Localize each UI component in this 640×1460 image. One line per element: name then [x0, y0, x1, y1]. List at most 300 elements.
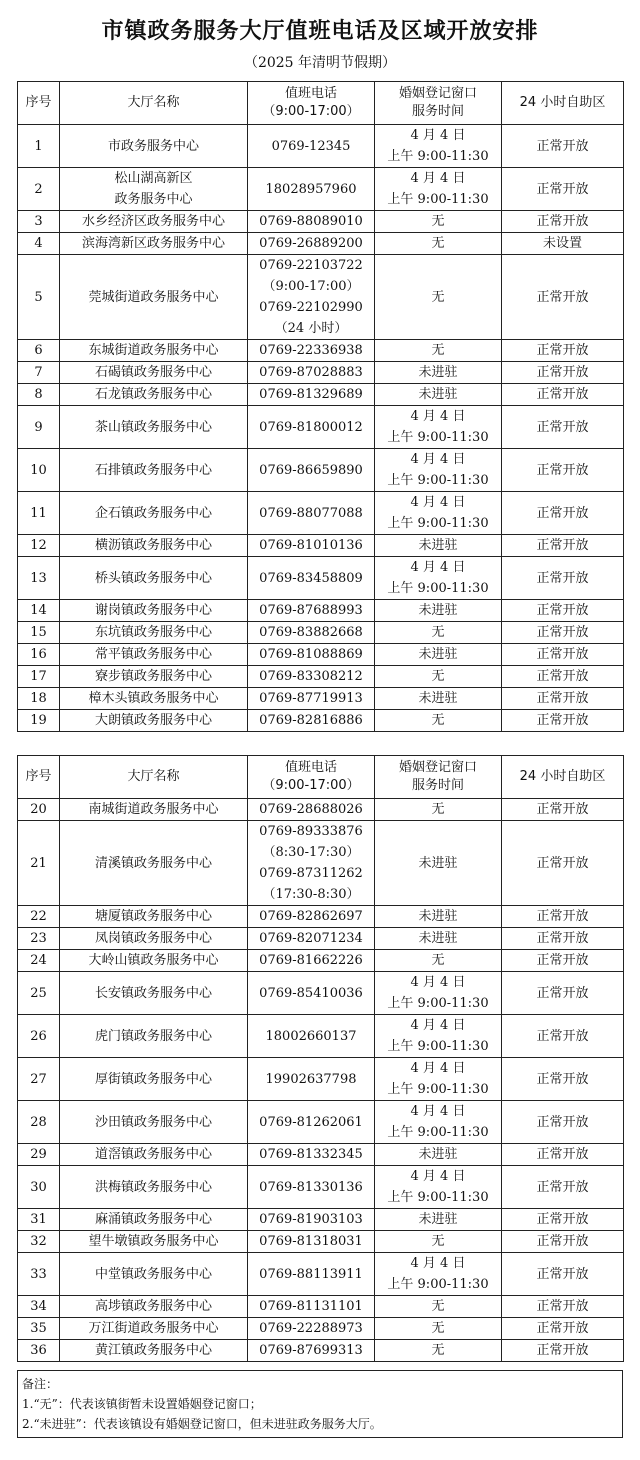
self-service-status: 正常开放 — [502, 557, 624, 600]
duty-table-part-1 — [17, 81, 624, 732]
marriage-service-time — [375, 799, 502, 821]
self-service-status: 正常开放 — [502, 1296, 624, 1318]
hall-name-line: 水乡经济区政务服务中心 — [81, 214, 225, 229]
page-title: 市镇政务服务大厅值班电话及区域开放安排 — [101, 19, 539, 44]
self-service-status: 正常开放 — [502, 340, 624, 362]
notes-box — [17, 1370, 623, 1438]
hall-name-line: 中堂镇政务服务中心 — [94, 1266, 212, 1282]
self-service-status: 正常开放 — [502, 406, 624, 449]
duty-phone-line: 0769-83458809 — [259, 570, 363, 586]
duty-phone-line: （17:30-8:30） — [262, 887, 360, 902]
marriage-service-time — [375, 928, 502, 950]
marriage-service-time — [375, 125, 502, 168]
duty-phone-line: （8:30-17:30） — [262, 845, 360, 860]
hall-name — [60, 1231, 248, 1253]
self-service-status: 正常开放 — [502, 1209, 624, 1231]
marriage-service-time — [375, 1015, 502, 1058]
hall-name-line: 樟木头镇政务服务中心 — [88, 691, 219, 706]
marriage-time-line: 未进驻 — [418, 1212, 458, 1227]
hall-name-line: 黄江镇政务服务中心 — [94, 1343, 212, 1358]
marriage-service-time — [375, 535, 502, 557]
self-service-status: 正常开放 — [502, 688, 624, 710]
row-number: 33 — [18, 1253, 60, 1296]
hall-name-line: 政务服务中心 — [114, 192, 193, 207]
marriage-service-time — [375, 950, 502, 972]
duty-phone-line: 0769-88113911 — [259, 1266, 363, 1282]
row-number: 16 — [18, 644, 60, 666]
row-number: 17 — [18, 666, 60, 688]
duty-phone-line: 0769-81903103 — [259, 1212, 363, 1227]
duty-phone — [248, 666, 375, 688]
hall-name — [60, 535, 248, 557]
table-row — [18, 211, 624, 233]
self-service-status: 未设置 — [502, 233, 624, 255]
hall-name — [60, 1209, 248, 1231]
hall-name — [60, 799, 248, 821]
hall-name — [60, 710, 248, 732]
self-service-status: 正常开放 — [502, 666, 624, 688]
hall-name — [60, 1340, 248, 1362]
duty-phone-line: 0769-88089010 — [259, 214, 363, 229]
duty-phone-line: 0769-81262061 — [259, 1114, 363, 1130]
table-row — [18, 492, 624, 535]
hall-name — [60, 600, 248, 622]
marriage-time-line: 未进驻 — [418, 691, 458, 706]
self-service-status: 正常开放 — [502, 362, 624, 384]
duty-phone — [248, 710, 375, 732]
marriage-time-line: 上午 9:00-11:30 — [387, 430, 489, 445]
duty-phone-line: 0769-81318031 — [259, 1234, 363, 1249]
hall-name — [60, 906, 248, 928]
hall-name-line: 石排镇政务服务中心 — [94, 462, 212, 478]
duty-phone — [248, 125, 375, 168]
hall-name-line: 松山湖高新区 — [114, 171, 193, 186]
duty-phone — [248, 644, 375, 666]
marriage-service-time — [375, 906, 502, 928]
hall-name-line: 常平镇政务服务中心 — [94, 647, 212, 662]
table-row — [18, 1058, 624, 1101]
hall-name-line: 高埗镇政务服务中心 — [94, 1299, 212, 1314]
row-number: 6 — [18, 340, 60, 362]
marriage-service-time — [375, 449, 502, 492]
marriage-time-line: 4 月 4 日 — [410, 560, 466, 575]
table-row — [18, 710, 624, 732]
marriage-time-line: 无 — [431, 343, 445, 358]
hall-name-line: 寮步镇政务服务中心 — [94, 669, 212, 684]
hall-name-line: 莞城街道政务服务中心 — [88, 289, 219, 305]
marriage-service-time — [375, 406, 502, 449]
duty-phone-line: 0769-83882668 — [259, 625, 363, 640]
hall-name-line: 洪梅镇政务服务中心 — [94, 1179, 212, 1195]
row-number: 27 — [18, 1058, 60, 1101]
self-service-status: 正常开放 — [502, 644, 624, 666]
row-number: 5 — [18, 255, 60, 340]
duty-phone — [248, 384, 375, 406]
duty-phone-line: 0769-82071234 — [259, 931, 363, 946]
self-service-status: 正常开放 — [502, 821, 624, 906]
hall-name-line: 万江街道政务服务中心 — [88, 1321, 219, 1336]
hall-name — [60, 255, 248, 340]
self-service-status: 正常开放 — [502, 928, 624, 950]
marriage-time-line: 上午 9:00-11:30 — [387, 581, 489, 596]
self-service-status: 正常开放 — [502, 492, 624, 535]
table-row — [18, 1231, 624, 1253]
page-subtitle: （2025 年清明节假期） — [243, 55, 397, 71]
hall-name-line: 清溪镇政务服务中心 — [94, 855, 212, 871]
duty-phone-line: （24 小时） — [274, 321, 348, 336]
hall-name — [60, 950, 248, 972]
table-row — [18, 1101, 624, 1144]
row-number: 36 — [18, 1340, 60, 1362]
duty-phone — [248, 1253, 375, 1296]
hall-name — [60, 928, 248, 950]
marriage-time-line: 上午 9:00-11:30 — [387, 1039, 489, 1054]
row-number: 32 — [18, 1231, 60, 1253]
hall-name-line: 东城街道政务服务中心 — [88, 343, 219, 358]
hall-name — [60, 821, 248, 906]
self-service-status: 正常开放 — [502, 950, 624, 972]
duty-phone-line: （9:00-17:00） — [262, 279, 360, 294]
marriage-time-line: 未进驻 — [418, 647, 458, 662]
duty-phone — [248, 1318, 375, 1340]
self-service-status: 正常开放 — [502, 1144, 624, 1166]
self-service-status: 正常开放 — [502, 384, 624, 406]
table-row — [18, 168, 624, 211]
table-row — [18, 950, 624, 972]
hall-name-line: 大岭山镇政务服务中心 — [88, 953, 219, 968]
marriage-service-time — [375, 710, 502, 732]
self-service-status: 正常开放 — [502, 211, 624, 233]
table-row — [18, 1296, 624, 1318]
duty-phone-line: 0769-28688026 — [259, 802, 363, 817]
duty-phone-line: 0769-81131101 — [259, 1299, 363, 1314]
hall-name — [60, 1144, 248, 1166]
duty-phone — [248, 449, 375, 492]
table-row — [18, 1166, 624, 1209]
marriage-time-line: 未进驻 — [418, 365, 458, 380]
header-phone — [248, 756, 375, 799]
duty-phone-line: 0769-81330136 — [259, 1179, 363, 1195]
note-item: 2.“未进驻”：代表该镇设有婚姻登记窗口，但未进驻政务服务大厅。 — [22, 1417, 382, 1431]
header-marriage-line2: 服务时间 — [411, 104, 464, 119]
duty-phone — [248, 1231, 375, 1253]
hall-name — [60, 1296, 248, 1318]
marriage-time-line: 无 — [431, 1343, 445, 1358]
table-row — [18, 1015, 624, 1058]
row-number: 18 — [18, 688, 60, 710]
table-row — [18, 972, 624, 1015]
duty-phone — [248, 906, 375, 928]
marriage-service-time — [375, 1058, 502, 1101]
duty-phone-line: 0769-22288973 — [259, 1321, 363, 1336]
row-number: 22 — [18, 906, 60, 928]
duty-phone-line: 0769-81329689 — [259, 387, 363, 402]
table-row — [18, 600, 624, 622]
duty-phone-line: 19902637798 — [265, 1071, 357, 1087]
table-row — [18, 255, 624, 340]
marriage-time-line: 无 — [431, 1234, 445, 1249]
duty-phone — [248, 928, 375, 950]
marriage-time-line: 未进驻 — [418, 538, 458, 553]
table-header-row — [18, 756, 624, 799]
duty-phone — [248, 168, 375, 211]
hall-name — [60, 1166, 248, 1209]
marriage-time-line: 上午 9:00-11:30 — [387, 473, 489, 488]
duty-phone-line: 0769-81088869 — [259, 647, 363, 662]
row-number: 8 — [18, 384, 60, 406]
marriage-service-time — [375, 557, 502, 600]
duty-phone-line: 0769-89333876 — [259, 824, 363, 839]
marriage-time-line: 无 — [431, 236, 445, 251]
hall-name-line: 茶山镇政务服务中心 — [94, 419, 212, 435]
header-phone — [248, 82, 375, 125]
table-row — [18, 557, 624, 600]
duty-phone-line: 0769-85410036 — [259, 985, 363, 1001]
hall-name — [60, 1015, 248, 1058]
duty-phone — [248, 1209, 375, 1231]
self-service-status: 正常开放 — [502, 1058, 624, 1101]
table-row — [18, 799, 624, 821]
header-marriage-line1: 婚姻登记窗口 — [398, 760, 477, 775]
duty-phone — [248, 557, 375, 600]
hall-name — [60, 1101, 248, 1144]
duty-phone — [248, 1340, 375, 1362]
marriage-time-line: 未进驻 — [418, 1147, 458, 1162]
marriage-service-time — [375, 1296, 502, 1318]
header-marriage — [375, 756, 502, 799]
marriage-service-time — [375, 1340, 502, 1362]
table-header-row — [18, 82, 624, 125]
marriage-service-time — [375, 622, 502, 644]
duty-phone — [248, 255, 375, 340]
self-service-status: 正常开放 — [502, 1101, 624, 1144]
table-row — [18, 821, 624, 906]
duty-phone-line: 0769-87719913 — [259, 691, 363, 706]
marriage-time-line: 无 — [431, 1321, 445, 1336]
row-number: 2 — [18, 168, 60, 211]
duty-phone-line: 0769-83308212 — [259, 669, 363, 684]
hall-name-line: 谢岗镇政务服务中心 — [94, 603, 212, 618]
row-number: 1 — [18, 125, 60, 168]
duty-phone-line: 0769-87311262 — [259, 866, 363, 881]
duty-phone — [248, 1058, 375, 1101]
hall-name — [60, 492, 248, 535]
marriage-time-line: 上午 9:00-11:30 — [387, 149, 489, 164]
duty-phone — [248, 211, 375, 233]
self-service-status: 正常开放 — [502, 972, 624, 1015]
duty-phone-line: 0769-87688993 — [259, 603, 363, 618]
hall-name — [60, 1318, 248, 1340]
marriage-service-time — [375, 1253, 502, 1296]
table-row — [18, 362, 624, 384]
duty-phone — [248, 340, 375, 362]
marriage-time-line: 未进驻 — [418, 909, 458, 924]
row-number: 20 — [18, 799, 60, 821]
duty-phone — [248, 688, 375, 710]
hall-name-line: 大朗镇政务服务中心 — [94, 713, 212, 728]
hall-name — [60, 211, 248, 233]
self-service-status: 正常开放 — [502, 535, 624, 557]
hall-name — [60, 1058, 248, 1101]
header-marriage-line2: 服务时间 — [411, 778, 464, 793]
marriage-service-time — [375, 1144, 502, 1166]
marriage-time-line: 无 — [431, 669, 445, 684]
marriage-service-time — [375, 384, 502, 406]
self-service-status: 正常开放 — [502, 906, 624, 928]
marriage-service-time — [375, 821, 502, 906]
duty-phone — [248, 622, 375, 644]
self-service-status: 正常开放 — [502, 1231, 624, 1253]
row-number: 21 — [18, 821, 60, 906]
marriage-time-line: 上午 9:00-11:30 — [387, 996, 489, 1011]
duty-phone-line: 0769-87028883 — [259, 365, 363, 380]
row-number: 13 — [18, 557, 60, 600]
row-number: 28 — [18, 1101, 60, 1144]
hall-name-line: 长安镇政务服务中心 — [94, 985, 212, 1001]
self-service-status: 正常开放 — [502, 1253, 624, 1296]
hall-name — [60, 449, 248, 492]
marriage-time-line: 4 月 4 日 — [410, 1256, 466, 1271]
duty-phone — [248, 1144, 375, 1166]
hall-name-line: 厚街镇政务服务中心 — [94, 1071, 212, 1087]
row-number: 24 — [18, 950, 60, 972]
row-number: 14 — [18, 600, 60, 622]
hall-name-line: 南城街道政务服务中心 — [88, 802, 219, 817]
table-row — [18, 1209, 624, 1231]
header-self-service: 24 小时自助区 — [502, 756, 624, 799]
table-row — [18, 340, 624, 362]
marriage-time-line: 无 — [431, 1299, 445, 1314]
table-row — [18, 688, 624, 710]
marriage-time-line: 4 月 4 日 — [410, 1104, 466, 1119]
duty-phone-line: 0769-87699313 — [259, 1343, 363, 1358]
marriage-service-time — [375, 688, 502, 710]
marriage-service-time — [375, 362, 502, 384]
hall-name-line: 麻涌镇政务服务中心 — [94, 1212, 212, 1227]
duty-phone — [248, 1101, 375, 1144]
marriage-service-time — [375, 492, 502, 535]
duty-phone — [248, 1015, 375, 1058]
hall-name-line: 市政务服务中心 — [107, 138, 199, 154]
duty-phone-line: 0769-26889200 — [259, 236, 363, 251]
hall-name-line: 企石镇政务服务中心 — [94, 505, 212, 521]
table-row — [18, 644, 624, 666]
hall-name — [60, 362, 248, 384]
marriage-service-time — [375, 1318, 502, 1340]
duty-phone — [248, 535, 375, 557]
row-number: 15 — [18, 622, 60, 644]
row-number: 10 — [18, 449, 60, 492]
row-number: 4 — [18, 233, 60, 255]
marriage-service-time — [375, 168, 502, 211]
marriage-service-time — [375, 1209, 502, 1231]
duty-phone-line: 0769-81800012 — [259, 419, 363, 435]
duty-phone — [248, 406, 375, 449]
marriage-service-time — [375, 666, 502, 688]
duty-phone-line: 0769-81332345 — [259, 1147, 363, 1162]
row-number: 11 — [18, 492, 60, 535]
table-row — [18, 928, 624, 950]
self-service-status: 正常开放 — [502, 1340, 624, 1362]
row-number: 31 — [18, 1209, 60, 1231]
table-row — [18, 233, 624, 255]
table-row — [18, 1253, 624, 1296]
duty-phone — [248, 1296, 375, 1318]
row-number: 25 — [18, 972, 60, 1015]
marriage-time-line: 无 — [431, 214, 445, 229]
self-service-status: 正常开放 — [502, 255, 624, 340]
hall-name-line: 凤岗镇政务服务中心 — [94, 931, 212, 946]
table-row — [18, 384, 624, 406]
table-row — [18, 449, 624, 492]
duty-phone — [248, 972, 375, 1015]
hall-name-line: 石碣镇政务服务中心 — [94, 365, 212, 380]
marriage-service-time — [375, 255, 502, 340]
table-row — [18, 666, 624, 688]
marriage-time-line: 4 月 4 日 — [410, 495, 466, 510]
marriage-time-line: 4 月 4 日 — [410, 1061, 466, 1076]
hall-name-line: 道滘镇政务服务中心 — [94, 1147, 212, 1162]
duty-phone-line: 0769-12345 — [271, 138, 351, 154]
table-row — [18, 535, 624, 557]
header-phone-line1: 值班电话 — [284, 86, 337, 101]
row-number: 23 — [18, 928, 60, 950]
self-service-status: 正常开放 — [502, 600, 624, 622]
marriage-time-line: 上午 9:00-11:30 — [387, 1125, 489, 1140]
row-number: 7 — [18, 362, 60, 384]
hall-name — [60, 622, 248, 644]
marriage-time-line: 无 — [431, 625, 445, 640]
marriage-service-time — [375, 1101, 502, 1144]
marriage-time-line: 未进驻 — [418, 931, 458, 946]
duty-phone-line: 0769-22336938 — [259, 343, 363, 358]
self-service-status: 正常开放 — [502, 622, 624, 644]
hall-name-line: 虎门镇政务服务中心 — [94, 1028, 212, 1044]
header-name: 大厅名称 — [60, 756, 248, 799]
marriage-time-line: 未进驻 — [418, 855, 458, 871]
marriage-service-time — [375, 1166, 502, 1209]
table-row — [18, 1340, 624, 1362]
marriage-time-line: 上午 9:00-11:30 — [387, 1190, 489, 1205]
row-number: 3 — [18, 211, 60, 233]
header-no: 序号 — [18, 756, 60, 799]
hall-name — [60, 1253, 248, 1296]
marriage-time-line: 4 月 4 日 — [410, 452, 466, 467]
marriage-time-line: 上午 9:00-11:30 — [387, 516, 489, 531]
table-row — [18, 906, 624, 928]
marriage-service-time — [375, 600, 502, 622]
self-service-status: 正常开放 — [502, 125, 624, 168]
marriage-time-line: 无 — [431, 713, 445, 728]
marriage-service-time — [375, 644, 502, 666]
hall-name — [60, 644, 248, 666]
marriage-time-line: 无 — [431, 802, 445, 817]
duty-phone-line: 0769-81662226 — [259, 953, 363, 968]
marriage-time-line: 上午 9:00-11:30 — [387, 1082, 489, 1097]
duty-phone — [248, 600, 375, 622]
row-number: 26 — [18, 1015, 60, 1058]
self-service-status: 正常开放 — [502, 168, 624, 211]
marriage-service-time — [375, 233, 502, 255]
self-service-status: 正常开放 — [502, 449, 624, 492]
duty-phone-line: 0769-82862697 — [259, 909, 363, 924]
hall-name — [60, 340, 248, 362]
hall-name — [60, 125, 248, 168]
row-number: 19 — [18, 710, 60, 732]
hall-name-line: 东坑镇政务服务中心 — [94, 625, 212, 640]
marriage-time-line: 4 月 4 日 — [410, 128, 466, 143]
marriage-time-line: 4 月 4 日 — [410, 409, 466, 424]
